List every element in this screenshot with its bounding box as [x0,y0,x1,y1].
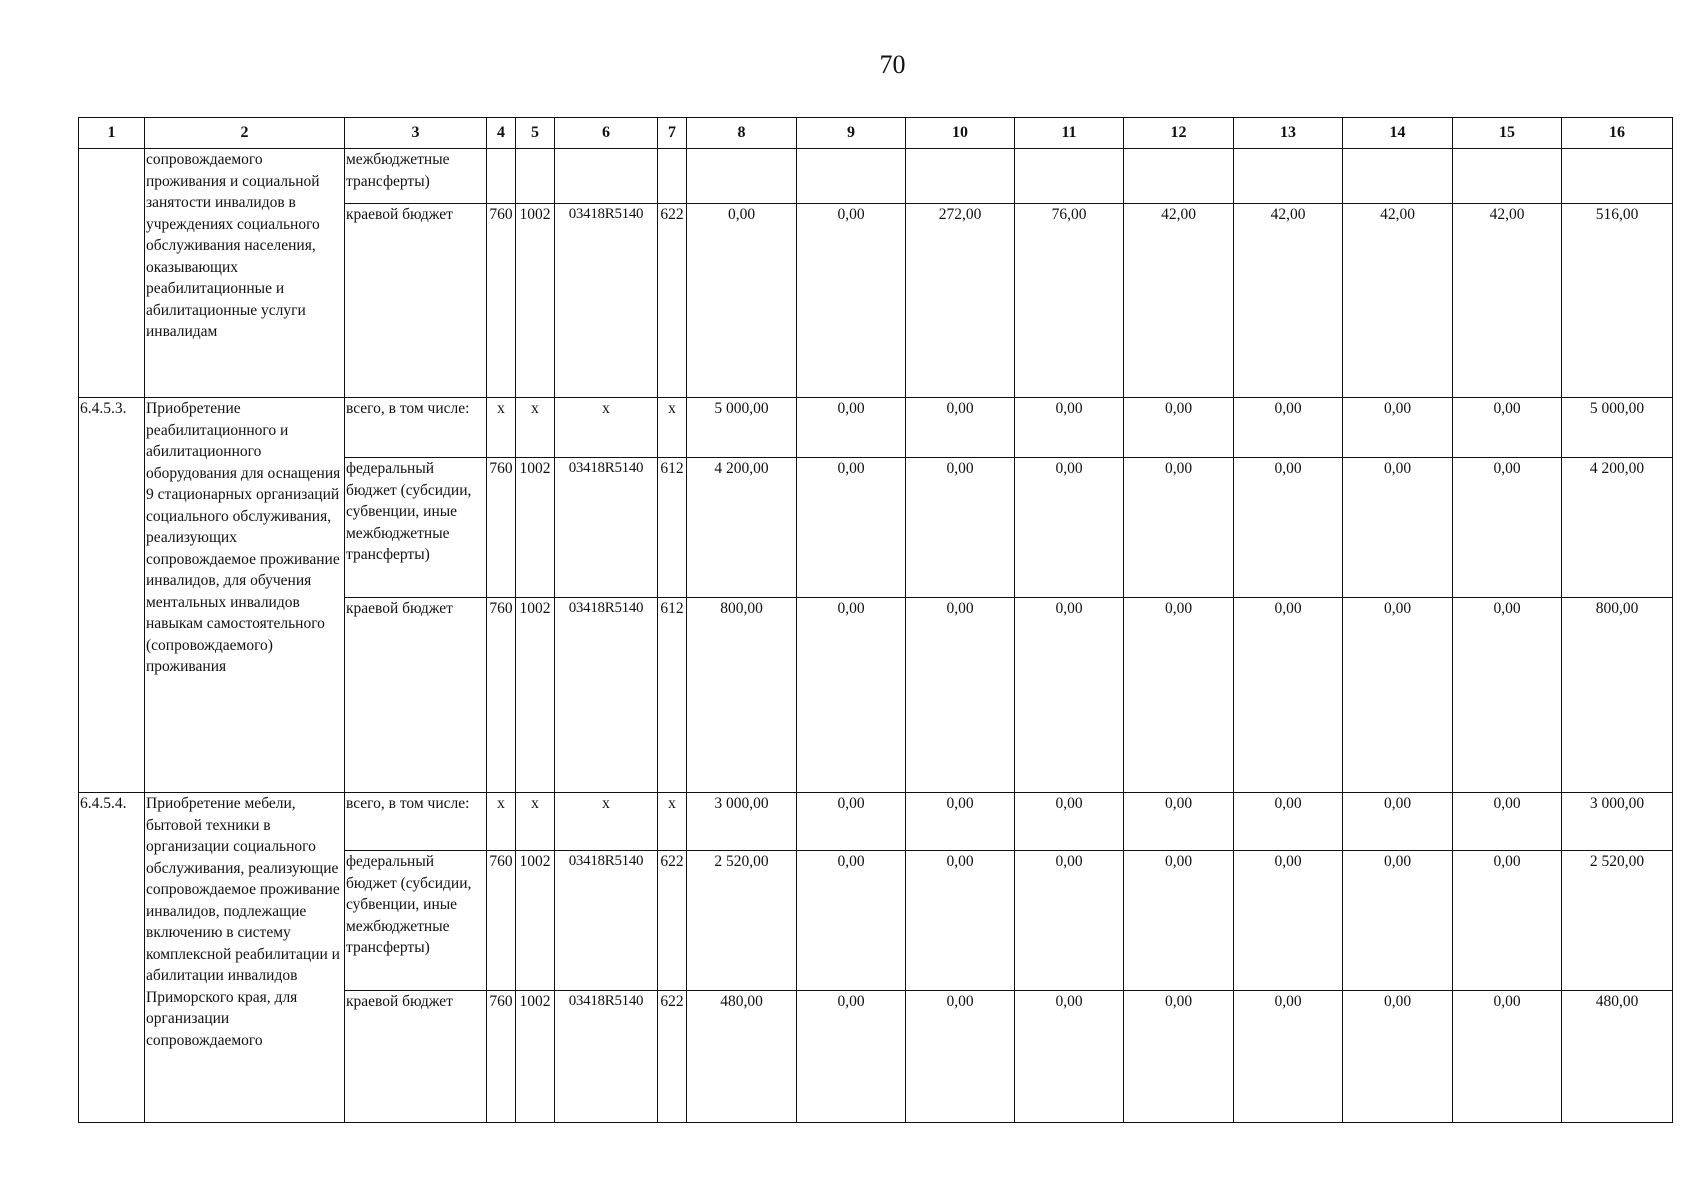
total-cell: 4 200,00 [1562,458,1673,598]
budget-table [78,117,1673,1123]
value-cell: 0,00 [1015,398,1124,458]
value-cell: 0,00 [1015,991,1124,1123]
section-code: x [516,793,555,851]
value-cell: 0,00 [1343,458,1453,598]
value-cell: 0,00 [1234,598,1343,793]
target-article: 03418R5140 [555,204,658,398]
item-name: сопровождаемого проживания и социальной занятости инвалидов в учреждениях социального обслуживания населения, оказывающих реабилитационные и абилитационные услуги инвалидам [145,149,345,398]
value-cell: 480,00 [687,991,797,1123]
value-cell: 42,00 [1234,204,1343,398]
funding-source: всего, в том числе: [345,398,487,458]
col-header: 15 [1453,118,1562,149]
value-cell: 0,00 [797,851,906,991]
value-cell [1343,149,1453,204]
item-code [79,149,145,398]
col-header: 8 [687,118,797,149]
value-cell: 272,00 [906,204,1015,398]
value-cell: 0,00 [1015,598,1124,793]
value-cell: 0,00 [1453,991,1562,1123]
value-cell: 0,00 [687,204,797,398]
value-cell: 0,00 [1234,398,1343,458]
value-cell: 3 000,00 [687,793,797,851]
value-cell: 76,00 [1015,204,1124,398]
value-cell: 0,00 [906,598,1015,793]
table-row [79,149,1673,204]
value-cell: 0,00 [1124,458,1234,598]
value-cell: 0,00 [797,398,906,458]
table-row [79,793,1673,851]
gr-code: 760 [487,991,516,1123]
target-article: 03418R5140 [555,458,658,598]
expense-type: 622 [658,204,687,398]
value-cell: 5 000,00 [687,398,797,458]
gr-code: 760 [487,458,516,598]
value-cell: 0,00 [1343,991,1453,1123]
funding-source: краевой бюджет [345,991,487,1123]
col-header: 9 [797,118,906,149]
gr-code: 760 [487,204,516,398]
total-cell: 2 520,00 [1562,851,1673,991]
col-header: 5 [516,118,555,149]
target-article: 03418R5140 [555,598,658,793]
expense-type: 612 [658,598,687,793]
value-cell: 0,00 [1453,598,1562,793]
value-cell [1124,149,1234,204]
target-article [555,149,658,204]
item-code: 6.4.5.4. [79,793,145,1123]
total-cell: 516,00 [1562,204,1673,398]
col-header: 16 [1562,118,1673,149]
col-header: 12 [1124,118,1234,149]
col-header: 11 [1015,118,1124,149]
value-cell: 0,00 [797,598,906,793]
value-cell: 0,00 [1234,991,1343,1123]
page-number: 70 [879,50,906,79]
gr-code: x [487,793,516,851]
col-header: 13 [1234,118,1343,149]
expense-type: x [658,398,687,458]
value-cell: 800,00 [687,598,797,793]
col-header: 4 [487,118,516,149]
item-name: Приобретение мебели, бытовой техники в организации социального обслуживания, реализующие сопровождаемое проживание инвалидов, подлежащие включению в систему комплексной реабилитации и абилитации инвалидов Приморского края, для организации сопровождаемого [145,793,345,1123]
col-header: 14 [1343,118,1453,149]
item-code: 6.4.5.3. [79,398,145,793]
value-cell: 42,00 [1124,204,1234,398]
funding-source: федеральный бюджет (субсидии, субвенции, иные межбюджетные трансферты) [345,458,487,598]
value-cell [1234,149,1343,204]
funding-source: всего, в том числе: [345,793,487,851]
value-cell: 0,00 [1343,398,1453,458]
gr-code: x [487,398,516,458]
expense-type: 622 [658,991,687,1123]
col-header: 1 [79,118,145,149]
value-cell: 0,00 [797,991,906,1123]
value-cell: 0,00 [1124,991,1234,1123]
total-cell: 480,00 [1562,991,1673,1123]
target-article: x [555,398,658,458]
value-cell [906,149,1015,204]
value-cell: 0,00 [1015,851,1124,991]
value-cell: 0,00 [1234,851,1343,991]
gr-code: 760 [487,598,516,793]
value-cell: 0,00 [1124,793,1234,851]
value-cell: 0,00 [1453,793,1562,851]
target-article: 03418R5140 [555,851,658,991]
value-cell: 0,00 [1124,598,1234,793]
value-cell [687,149,797,204]
funding-source: краевой бюджет [345,204,487,398]
value-cell: 0,00 [1343,793,1453,851]
total-cell: 3 000,00 [1562,793,1673,851]
section-code: 1002 [516,458,555,598]
value-cell: 0,00 [906,851,1015,991]
table-row [79,398,1673,458]
col-header: 3 [345,118,487,149]
target-article: x [555,793,658,851]
value-cell: 0,00 [1453,458,1562,598]
section-code: x [516,398,555,458]
value-cell: 42,00 [1343,204,1453,398]
value-cell [797,149,906,204]
expense-type: x [658,793,687,851]
total-cell: 800,00 [1562,598,1673,793]
section-code: 1002 [516,204,555,398]
col-header: 7 [658,118,687,149]
value-cell [1453,149,1562,204]
section-code: 1002 [516,598,555,793]
value-cell: 0,00 [1234,458,1343,598]
gr-code: 760 [487,851,516,991]
value-cell: 0,00 [797,793,906,851]
value-cell: 0,00 [797,458,906,598]
value-cell: 42,00 [1453,204,1562,398]
value-cell: 0,00 [1015,793,1124,851]
funding-source: краевой бюджет [345,598,487,793]
value-cell: 0,00 [1234,793,1343,851]
expense-type: 612 [658,458,687,598]
item-name: Приобретение реабилитационного и абилитационного оборудования для оснащения 9 стационарных организаций социального обслуживания, реализующих сопровождаемое проживание инвалидов, для обучения ментальных инвалидов навыкам самостоятельного (сопровождаемого) проживания [145,398,345,793]
value-cell: 2 520,00 [687,851,797,991]
value-cell: 0,00 [1453,398,1562,458]
section-code [516,149,555,204]
value-cell: 0,00 [1015,458,1124,598]
funding-source: межбюджетные трансферты) [345,149,487,204]
section-code: 1002 [516,851,555,991]
value-cell: 0,00 [1124,851,1234,991]
value-cell: 0,00 [1124,398,1234,458]
header-row [79,118,1673,149]
value-cell: 0,00 [1453,851,1562,991]
value-cell: 4 200,00 [687,458,797,598]
value-cell [1015,149,1124,204]
value-cell: 0,00 [906,458,1015,598]
total-cell [1562,149,1673,204]
value-cell: 0,00 [906,991,1015,1123]
section-code: 1002 [516,991,555,1123]
expense-type [658,149,687,204]
col-header: 6 [555,118,658,149]
value-cell: 0,00 [906,793,1015,851]
value-cell: 0,00 [906,398,1015,458]
value-cell: 0,00 [1343,598,1453,793]
funding-source: федеральный бюджет (субсидии, субвенции, иные межбюджетные трансферты) [345,851,487,991]
total-cell: 5 000,00 [1562,398,1673,458]
target-article: 03418R5140 [555,991,658,1123]
col-header: 10 [906,118,1015,149]
expense-type: 622 [658,851,687,991]
col-header: 2 [145,118,345,149]
value-cell: 0,00 [797,204,906,398]
value-cell: 0,00 [1343,851,1453,991]
gr-code [487,149,516,204]
